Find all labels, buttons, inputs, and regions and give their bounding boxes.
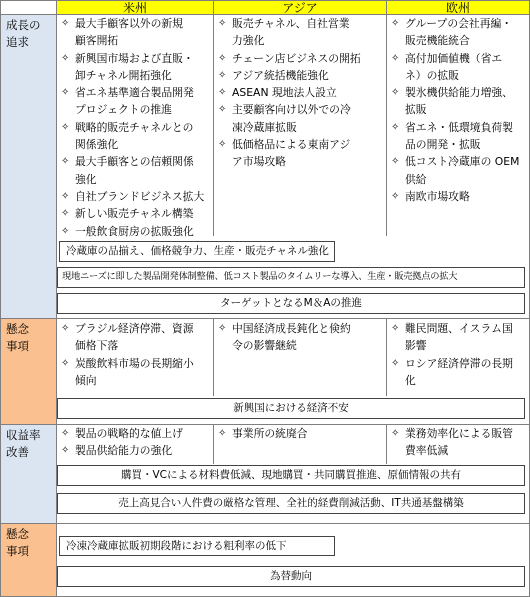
list-item: ✧ 省エネ基準適合製品開発 (57, 84, 213, 101)
growth-label (0, 14, 57, 319)
list-item: ✧ アジア統括機能強化 (214, 67, 386, 84)
profit-americas-list (57, 425, 213, 460)
bullet-icon: ✧ (218, 323, 227, 334)
list-item: ✧ ASEAN 現地法人設立 (214, 84, 386, 101)
concern-label (0, 318, 57, 425)
list-item: 関係強化 (75, 138, 119, 152)
list-item: 影響 (405, 339, 427, 353)
header-asia: アジア (213, 0, 387, 15)
list-item: ✧ グループの会社再編・ (387, 15, 529, 32)
bullet-icon: ✧ (391, 428, 400, 439)
bullet-icon: ✧ (218, 52, 227, 64)
header-americas: 米州 (56, 0, 214, 15)
concern2-box-fx: 為替動向 (57, 566, 525, 587)
list-item: ✧ 製品の戦略的な値上げ (57, 425, 213, 442)
concern-label-line1: 懸念 (6, 322, 29, 336)
bullet-icon: ✧ (218, 428, 227, 439)
list-item: 費率低減 (405, 444, 449, 458)
concern2-label-line2: 事項 (6, 544, 29, 558)
list-item: 顧客開拓 (75, 34, 119, 48)
bullet-icon: ✧ (218, 69, 227, 81)
growth-box-ma: ターゲットとなるM＆Aの推進 (57, 293, 525, 314)
list-item: ✧ 製品供給能力の強化 (57, 442, 213, 459)
bullet-icon: ✧ (61, 156, 70, 168)
list-item: 販売機能統合 (405, 34, 470, 48)
bullet-icon: ✧ (61, 18, 70, 29)
growth-label-line1: 成長の (6, 18, 41, 32)
list-item: ✧ 炭酸飲料市場の長期縮小 (57, 355, 213, 372)
profit-label (0, 424, 57, 524)
profit-box-cost: 売上高見合い人件費の厳格な管理、全社的経費削減活動、IT共通基盤構築 (57, 493, 525, 514)
list-item: 価格下落 (75, 339, 119, 353)
list-item: ✧ チェーン店ビジネスの開拓 (214, 50, 386, 67)
profit-label-line2: 改善 (6, 445, 29, 459)
profit-asia-list (214, 425, 386, 442)
list-item: ✧ 低価格品による東南アジ (214, 136, 386, 153)
bullet-icon: ✧ (61, 225, 70, 237)
list-item: ネ）の拡販 (405, 68, 459, 82)
list-item: ✧ ロシア経済停滞の長期 (387, 355, 529, 372)
list-item: ア市場攻略 (232, 155, 286, 169)
list-item: ✧ 事業所の統廃合 (214, 425, 386, 442)
growth-americas-list (57, 15, 213, 240)
list-item: ✧ 戦略的販売チャネルとの (57, 119, 213, 136)
bullet-icon: ✧ (61, 190, 70, 202)
list-item: ✧ 最大手顧客以外の新規 (57, 15, 213, 32)
bullet-icon: ✧ (391, 87, 400, 99)
profit-europe-list (387, 425, 529, 460)
list-item: 力強化 (232, 34, 265, 48)
bullet-icon: ✧ (61, 428, 70, 439)
profit-box-purchasing: 購買・VCによる材料費低減、現地購買・共同購買推進、原価情報の共有 (57, 465, 525, 486)
bullet-icon: ✧ (391, 18, 400, 29)
growth-asia-list (214, 15, 386, 171)
bullet-icon: ✧ (218, 139, 227, 151)
list-item: 供給 (405, 172, 427, 186)
concern-americas-list (57, 320, 213, 389)
list-item: ✧ ブラジル経済停滞、資源 (57, 320, 213, 337)
concern-label-line2: 事項 (6, 339, 29, 353)
growth-box-refrigerator: 冷蔵庫の品揃え、価格競争力、生産・販売チャネル強化 (59, 241, 335, 262)
list-item: ✧ 最大手顧客との信頼関係 (57, 153, 213, 170)
bullet-icon: ✧ (391, 156, 400, 168)
concern2-label-line1: 懸念 (6, 527, 29, 541)
growth-label-line2: 追求 (6, 35, 29, 49)
list-item: ✧ 南欧市場攻略 (387, 188, 529, 205)
bullet-icon: ✧ (61, 323, 70, 334)
header-europe: 欧州 (386, 0, 530, 15)
concern2-box-margin: 冷凍冷蔵庫拡販初期段階における粗利率の低下 (59, 536, 335, 556)
header-corner (0, 0, 57, 15)
list-item: ✧ 新興国市場および直販・ (57, 50, 213, 67)
list-item: 令の影響継続 (232, 339, 297, 353)
bullet-icon: ✧ (61, 208, 70, 220)
bullet-icon: ✧ (391, 52, 400, 64)
list-item: 強化 (75, 172, 97, 186)
list-item: ✧ 一般飲食厨房の拡販強化 (57, 223, 213, 240)
bullet-icon: ✧ (61, 52, 70, 64)
bullet-icon: ✧ (61, 121, 70, 133)
growth-box-local-needs: 現地ニーズに即した製品開発体制整備、低コスト製品のタイムリーな導入、生産・販売拠点の拡大 (57, 267, 525, 288)
concern2-label (0, 523, 57, 597)
list-item: ✧ 低コスト冷蔵庫の OEM (387, 153, 529, 170)
list-item: ✧ 高付加価値機（省エ (387, 50, 529, 67)
list-item: ✧ 業務効率化による販管 (387, 425, 529, 442)
bullet-icon: ✧ (61, 87, 70, 99)
growth-europe-list (387, 15, 529, 205)
list-item: ✧ 自社ブランドビジネス拡大 (57, 188, 213, 205)
list-item: ✧ 省エネ・低環境負荷製 (387, 119, 529, 136)
bullet-icon: ✧ (218, 87, 227, 99)
bullet-icon: ✧ (391, 323, 400, 334)
list-item: ✧ 難民問題、イスラム国 (387, 320, 529, 337)
list-item: 卸チャネル開拓強化 (75, 68, 172, 82)
bullet-icon: ✧ (218, 104, 227, 116)
concern-europe-list (387, 320, 529, 389)
concern-box-economy: 新興国における経済不安 (57, 398, 525, 419)
bullet-icon: ✧ (218, 18, 227, 29)
list-item: ✧ 販売チャネル、自社営業 (214, 15, 386, 32)
list-item: 化 (405, 373, 416, 387)
list-item: 拡販 (405, 103, 427, 117)
list-item: ✧ 新しい販売チャネル構築 (57, 205, 213, 222)
profit-label-line1: 収益率 (6, 428, 41, 442)
list-item: ✧ 主要顧客向け以外での冷 (214, 101, 386, 118)
bullet-icon: ✧ (61, 445, 70, 457)
bullet-icon: ✧ (61, 357, 70, 369)
concern-asia-list (214, 320, 386, 355)
list-item: ✧ 中国経済成長鈍化と倹約 (214, 320, 386, 337)
bullet-icon: ✧ (391, 121, 400, 133)
bullet-icon: ✧ (391, 190, 400, 202)
bullet-icon: ✧ (391, 357, 400, 369)
list-item: 傾向 (75, 373, 97, 387)
list-item: プロジェクトの推進 (75, 103, 172, 117)
list-item: 品の開発・拡販 (405, 138, 481, 152)
list-item: ✧ 製氷機供給能力増強、 (387, 84, 529, 101)
list-item: 凍冷蔵庫拡販 (232, 120, 297, 134)
